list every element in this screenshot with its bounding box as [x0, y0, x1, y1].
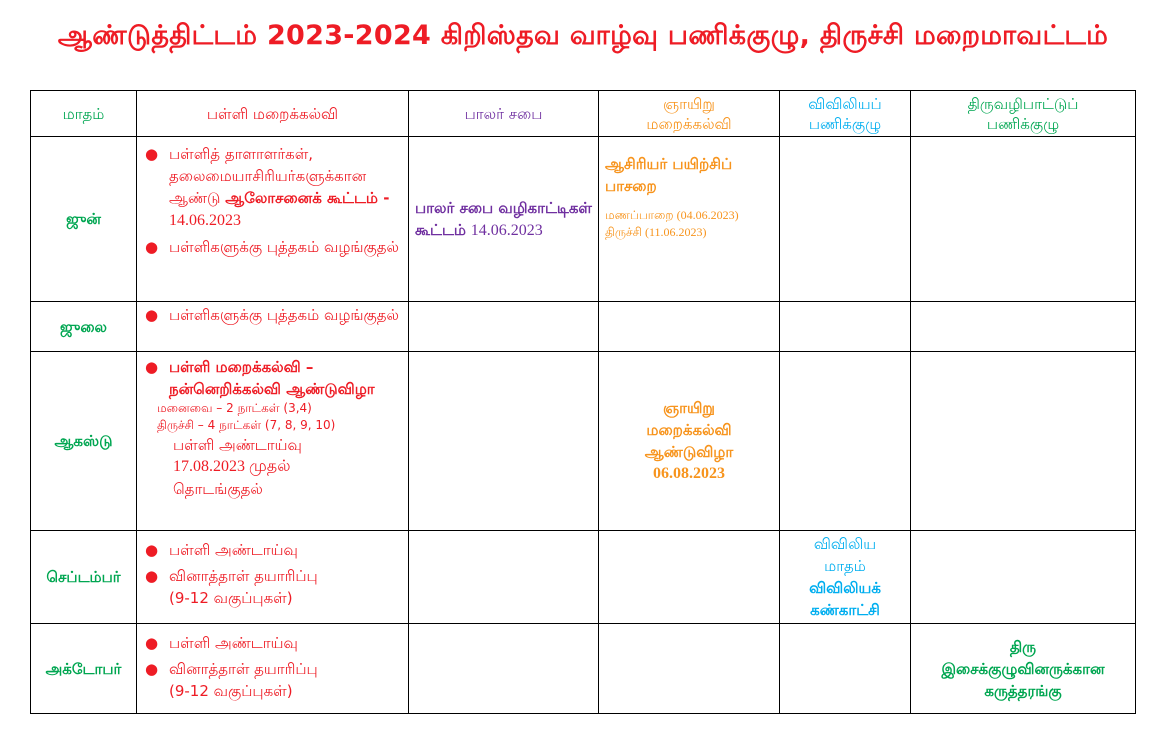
- list-item: ● பள்ளி மறைக்கல்வி – நன்னெறிக்கல்வி ஆண்டுவிழா: [145, 358, 375, 398]
- list-item: ● பள்ளிகளுக்கு புத்தகம் வழங்குதல்: [145, 306, 399, 324]
- header-month: மாதம்: [31, 91, 137, 137]
- sunday-place-2: திருச்சி (11.06.2023): [605, 225, 707, 239]
- month-october: அக்டோபர்: [31, 624, 137, 714]
- june-liturgy-cell: [911, 137, 1136, 302]
- month-june: ஜுன்: [31, 137, 137, 302]
- list-item: ● வினாத்தாள் தயாரிப்பு (9-12 வகுப்புகள்): [145, 660, 318, 700]
- header-bible-commission: [780, 91, 911, 137]
- liturgy-line-1: திரு: [1009, 637, 1037, 656]
- june-children-cell: பாலர் சபை வழிகாட்டிகள் கூட்டம் 14.06.2023: [409, 137, 599, 302]
- october-school-cell: [137, 624, 409, 714]
- sunday-line-4: 06.08.2023: [653, 465, 725, 482]
- bullet-icon: ●: [145, 306, 159, 324]
- october-bible-cell: [780, 624, 911, 714]
- june-bible-cell: [780, 137, 911, 302]
- header-sunday-catechism: [599, 91, 780, 137]
- header-row: [31, 91, 1136, 137]
- bullet-icon: ●: [145, 541, 159, 559]
- august-sunday-cell: [599, 352, 780, 531]
- list-item: ● பள்ளி அண்டாய்வு: [145, 634, 298, 652]
- bullet-icon: ●: [145, 238, 159, 256]
- september-children-cell: [409, 531, 599, 624]
- header-liturgy-line1: திருவழிபாட்டுப்: [967, 94, 1079, 113]
- october-liturgy-cell: [911, 624, 1136, 714]
- header-bible-line2: பணிக்குழு: [808, 114, 882, 133]
- bullet-icon: ●: [145, 145, 159, 163]
- header-children-group: பாலர் சபை: [409, 91, 599, 137]
- august-bible-cell: [780, 352, 911, 531]
- header-sunday-line2: மறைக்கல்வி: [646, 114, 732, 133]
- august-text-3: தொடங்குதல்: [173, 480, 263, 498]
- july-school-cell: [137, 302, 409, 352]
- july-sunday-cell: [599, 302, 780, 352]
- bible-line-1: விவிலிய: [813, 535, 877, 553]
- bullet-icon: ●: [145, 358, 159, 376]
- list-item: ● பள்ளிகளுக்கு புத்தகம் வழங்குதல்: [145, 238, 399, 256]
- august-text-2: 17.08.2023 முதல்: [173, 458, 291, 475]
- august-note-1: மனைவை – 2 நாட்கள் (3,4): [157, 401, 312, 415]
- august-liturgy-cell: [911, 352, 1136, 531]
- row-august: [31, 352, 1136, 531]
- september-school-cell: [137, 531, 409, 624]
- row-october: [31, 624, 1136, 714]
- header-liturgy-commission: [911, 91, 1136, 137]
- sunday-line-3: ஆண்டுவிழா: [644, 443, 734, 461]
- liturgy-line-2: இசைக்குழுவினருக்கான: [941, 659, 1105, 678]
- bible-line-4: கண்காட்சி: [810, 601, 880, 619]
- header-bible-line1: விவிலியப்: [808, 94, 882, 113]
- sunday-line-2: மறைக்கல்வி: [646, 421, 732, 439]
- bible-line-2: மாதம்: [824, 557, 866, 575]
- sunday-place-1: மணப்பாறை (04.06.2023): [605, 208, 739, 222]
- annual-plan-table: [30, 90, 1136, 714]
- sunday-line-1: ஞாயிறு: [663, 399, 715, 417]
- sunday-training-camp: ஆசிரியர் பயிற்சிப் பாசறை: [605, 155, 733, 195]
- list-item: ● பள்ளி அண்டாய்வு: [145, 541, 298, 559]
- row-july: [31, 302, 1136, 352]
- october-sunday-cell: [599, 624, 780, 714]
- july-bible-cell: [780, 302, 911, 352]
- october-children-cell: [409, 624, 599, 714]
- month-august: ஆகஸ்டு: [31, 352, 137, 531]
- list-item: ● வினாத்தாள் தயாரிப்பு (9-12 வகுப்புகள்): [145, 567, 318, 607]
- july-liturgy-cell: [911, 302, 1136, 352]
- bullet-icon: ●: [145, 660, 159, 678]
- bullet-icon: ●: [145, 567, 159, 585]
- july-children-cell: [409, 302, 599, 352]
- bullet-icon: ●: [145, 634, 159, 652]
- september-sunday-cell: [599, 531, 780, 624]
- september-liturgy-cell: [911, 531, 1136, 624]
- august-children-cell: [409, 352, 599, 531]
- month-september: செப்டம்பர்: [31, 531, 137, 624]
- august-school-cell: [137, 352, 409, 531]
- row-june: [31, 137, 1136, 302]
- header-sunday-line1: ஞாயிறு: [663, 94, 715, 113]
- august-note-2: திருச்சி – 4 நாட்கள் (7, 8, 9, 10): [157, 418, 336, 432]
- header-school-catechism: பள்ளி மறைக்கல்வி: [137, 91, 409, 137]
- row-september: [31, 531, 1136, 624]
- month-july: ஜுலை: [31, 302, 137, 352]
- june-sunday-cell: [599, 137, 780, 302]
- june-school-cell: [137, 137, 409, 302]
- bible-line-3: விவிலியக்: [809, 579, 881, 597]
- liturgy-line-3: கருத்தரங்கு: [984, 681, 1062, 700]
- header-liturgy-line2: பணிக்குழு: [986, 114, 1060, 133]
- august-text-1: பள்ளி அண்டாய்வு: [173, 436, 302, 454]
- list-item: ● பள்ளித் தாளாளர்கள், தலைமையாசிரியர்களுக்கான ஆண்டு ஆலோசனைக் கூட்டம் - 14.06.2023: [145, 145, 390, 229]
- september-bible-cell: [780, 531, 911, 624]
- document-title: ஆண்டுத்திட்டம் 2023-2024 கிறிஸ்தவ வாழ்வு பணிக்குழு, திருச்சி மறைமாவட்டம்: [57, 20, 1109, 51]
